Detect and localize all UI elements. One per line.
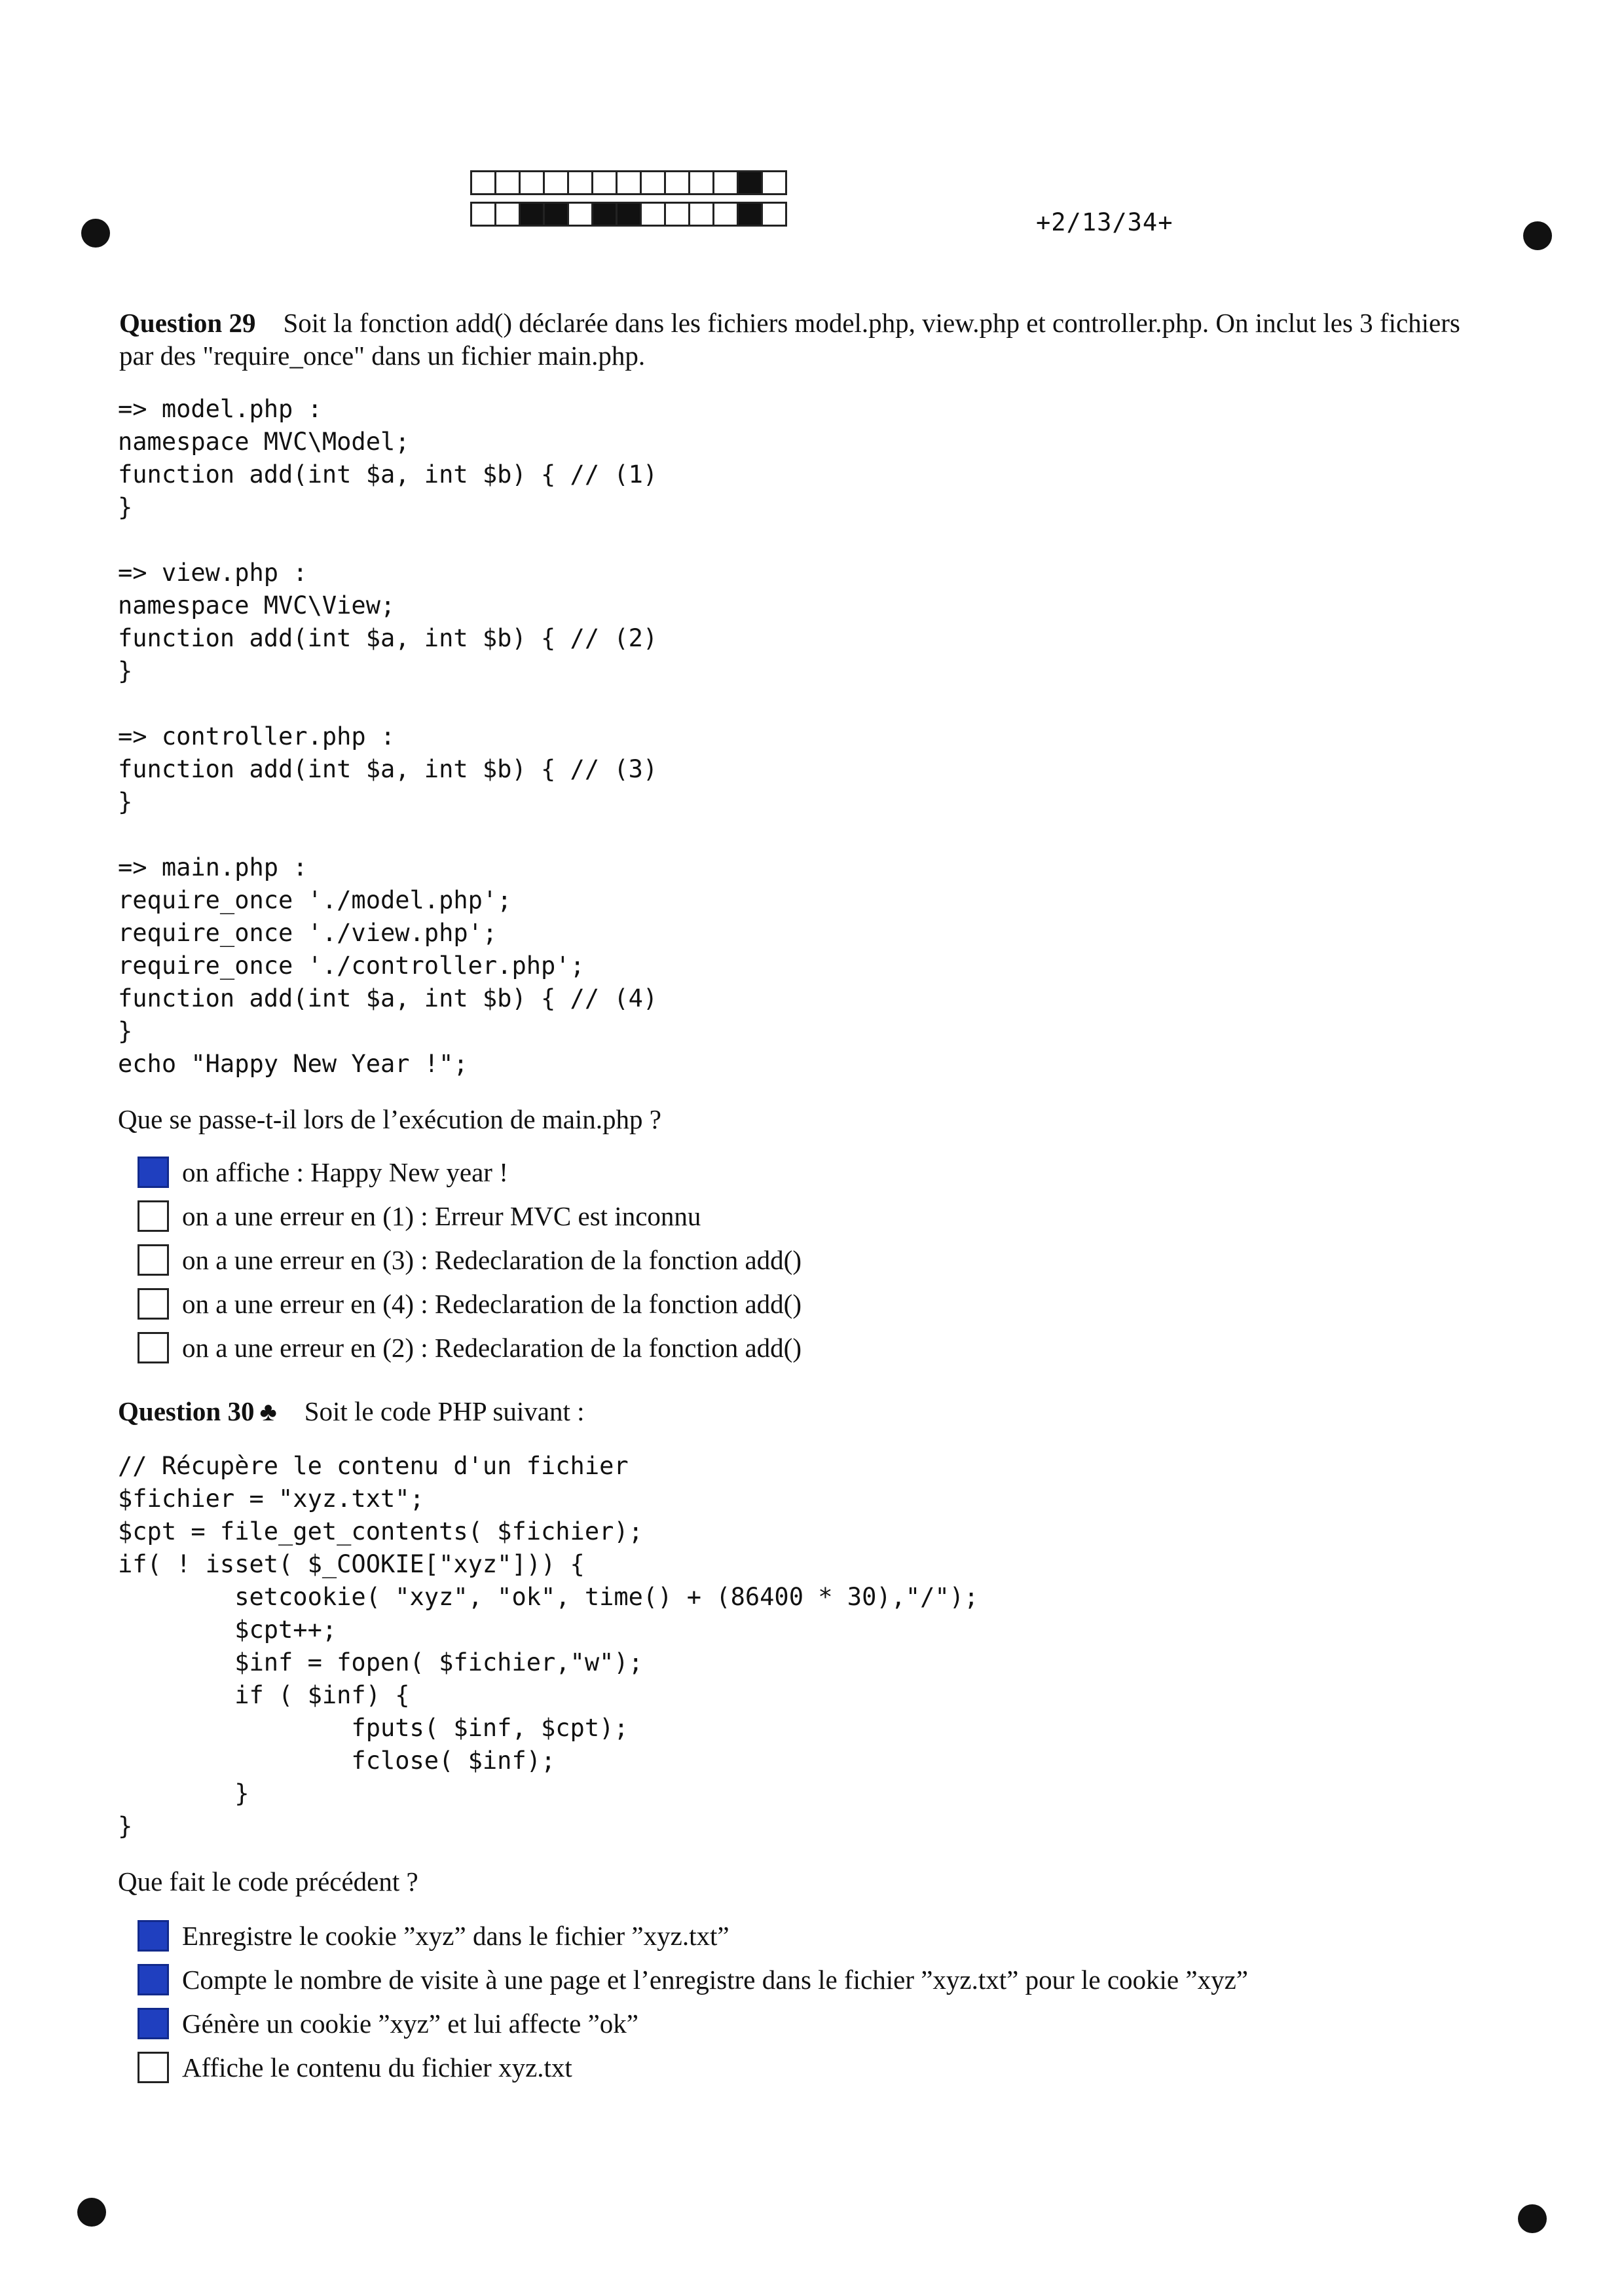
barcode-cell	[688, 170, 714, 195]
barcode-cell	[567, 170, 593, 195]
question-29-options	[138, 1150, 802, 1369]
barcode-row	[470, 202, 785, 227]
barcode-cell	[616, 202, 642, 227]
question-30-statement	[118, 1395, 585, 1428]
option-label: Compte le nombre de visite à une page et l’enregistre dans le fichier ”xyz.txt” pour le cookie ”xyz”	[182, 1964, 1248, 1995]
question-30-code: // Récupère le contenu d'un fichier $fichier = "xyz.txt"; $cpt = file_get_contents( $fichier); if( ! isset( $_COOKIE["xyz"])) { setcookie( "xyz", "ok", time() + (86400 * 30),"/"); $cpt++; $inf = fopen( $fichier,"w"); if ( $inf) { fputs( $inf, $cpt); fclose( $inf); } }	[118, 1452, 979, 1840]
barcode-cell	[640, 202, 666, 227]
page-identifier: +2/13/34+	[1036, 208, 1173, 236]
answer-checkbox[interactable]	[138, 1200, 169, 1232]
barcode-cell	[591, 170, 618, 195]
barcode-cell	[519, 170, 545, 195]
barcode-cell	[761, 170, 787, 195]
club-symbol-icon: ♣	[259, 1397, 277, 1426]
question-29-line-1	[119, 306, 1534, 339]
question-29-code: => model.php : namespace MVC\Model; function add(int $a, int $b) { // (1) } => view.php : namespace MVC\View; function add(int $a, int $b) { // (2) } => controller.php : function add(int $a, int $b) { // (3) } => main.php : require_once './model.php'; require_once './view.php'; require_once './controller.php'; function add(int $a, int $b) { // (4) } echo "Happy New Year !";	[118, 395, 658, 1078]
barcode-cell	[688, 202, 714, 227]
barcode-cell	[640, 170, 666, 195]
option-label: Enregistre le cookie ”xyz” dans le fichier ”xyz.txt”	[182, 1920, 729, 1951]
question-29-option[interactable]	[138, 1282, 802, 1325]
option-label: on a une erreur en (2) : Redeclaration de la fonction add()	[182, 1332, 802, 1363]
barcode-cell	[567, 202, 593, 227]
question-30-options	[138, 1914, 1248, 2089]
option-label: on a une erreur en (3) : Redeclaration de la fonction add()	[182, 1244, 802, 1275]
answer-checkbox[interactable]	[138, 1332, 169, 1363]
question-30-option[interactable]	[138, 2045, 1248, 2089]
barcode-cell	[494, 202, 521, 227]
barcode-cell	[494, 170, 521, 195]
question-29-statement	[119, 306, 1534, 372]
question-30-option[interactable]	[138, 2001, 1248, 2045]
barcode-cell	[712, 202, 739, 227]
barcode-cell	[543, 202, 569, 227]
answer-checkbox[interactable]	[138, 1920, 169, 1952]
barcode-cell	[591, 202, 618, 227]
barcode-cell	[616, 170, 642, 195]
barcode-cell	[543, 170, 569, 195]
barcode-cell	[761, 202, 787, 227]
question-29-option[interactable]	[138, 1150, 802, 1194]
barcode-cell	[470, 170, 496, 195]
registration-marker-top-right	[1523, 221, 1552, 250]
barcode-cell	[664, 202, 690, 227]
answer-checkbox[interactable]	[138, 2052, 169, 2083]
question-29-label: Question 29	[119, 308, 256, 338]
registration-marker-bottom-right	[1518, 2204, 1547, 2233]
question-30-option[interactable]	[138, 1914, 1248, 1957]
question-30-label: Question 30	[118, 1396, 255, 1426]
question-30-option[interactable]	[138, 1957, 1248, 2001]
option-label: Génère un cookie ”xyz” et lui affecte ”ok”	[182, 2008, 638, 2039]
answer-checkbox[interactable]	[138, 1288, 169, 1320]
option-label: on affiche : Happy New year !	[182, 1157, 508, 1187]
barcode-cell	[737, 170, 763, 195]
option-label: on a une erreur en (1) : Erreur MVC est inconnu	[182, 1200, 701, 1231]
question-29-line-2: par des "require_once" dans un fichier main.php.	[119, 341, 646, 371]
barcode-cell	[519, 202, 545, 227]
barcode-cell	[470, 202, 496, 227]
barcode-cell	[737, 202, 763, 227]
option-label: on a une erreur en (4) : Redeclaration de la fonction add()	[182, 1288, 802, 1319]
question-30-text: Soit le code PHP suivant :	[304, 1396, 585, 1426]
question-29-prompt: Que se passe-t-il lors de l’exécution de main.php ?	[118, 1104, 661, 1134]
answer-checkbox[interactable]	[138, 2008, 169, 2039]
answer-checkbox[interactable]	[138, 1157, 169, 1188]
question-29-option[interactable]	[138, 1325, 802, 1369]
question-29-option[interactable]	[138, 1194, 802, 1238]
barcode-cell	[664, 170, 690, 195]
registration-marker-bottom-left	[77, 2198, 106, 2227]
answer-checkbox[interactable]	[138, 1964, 169, 1995]
question-29-text: Soit la fonction add() déclarée dans les fichiers model.php, view.php et controller.php. On inclut les 3 fichiers	[283, 308, 1460, 338]
question-30-prompt: Que fait le code précédent ?	[118, 1866, 418, 1897]
barcode-cell	[712, 170, 739, 195]
answer-checkbox[interactable]	[138, 1244, 169, 1276]
barcode-row	[470, 170, 785, 195]
page-barcode	[470, 170, 785, 227]
registration-marker-top-left	[81, 219, 110, 248]
question-29-option[interactable]	[138, 1238, 802, 1282]
option-label: Affiche le contenu du fichier xyz.txt	[182, 2052, 572, 2083]
